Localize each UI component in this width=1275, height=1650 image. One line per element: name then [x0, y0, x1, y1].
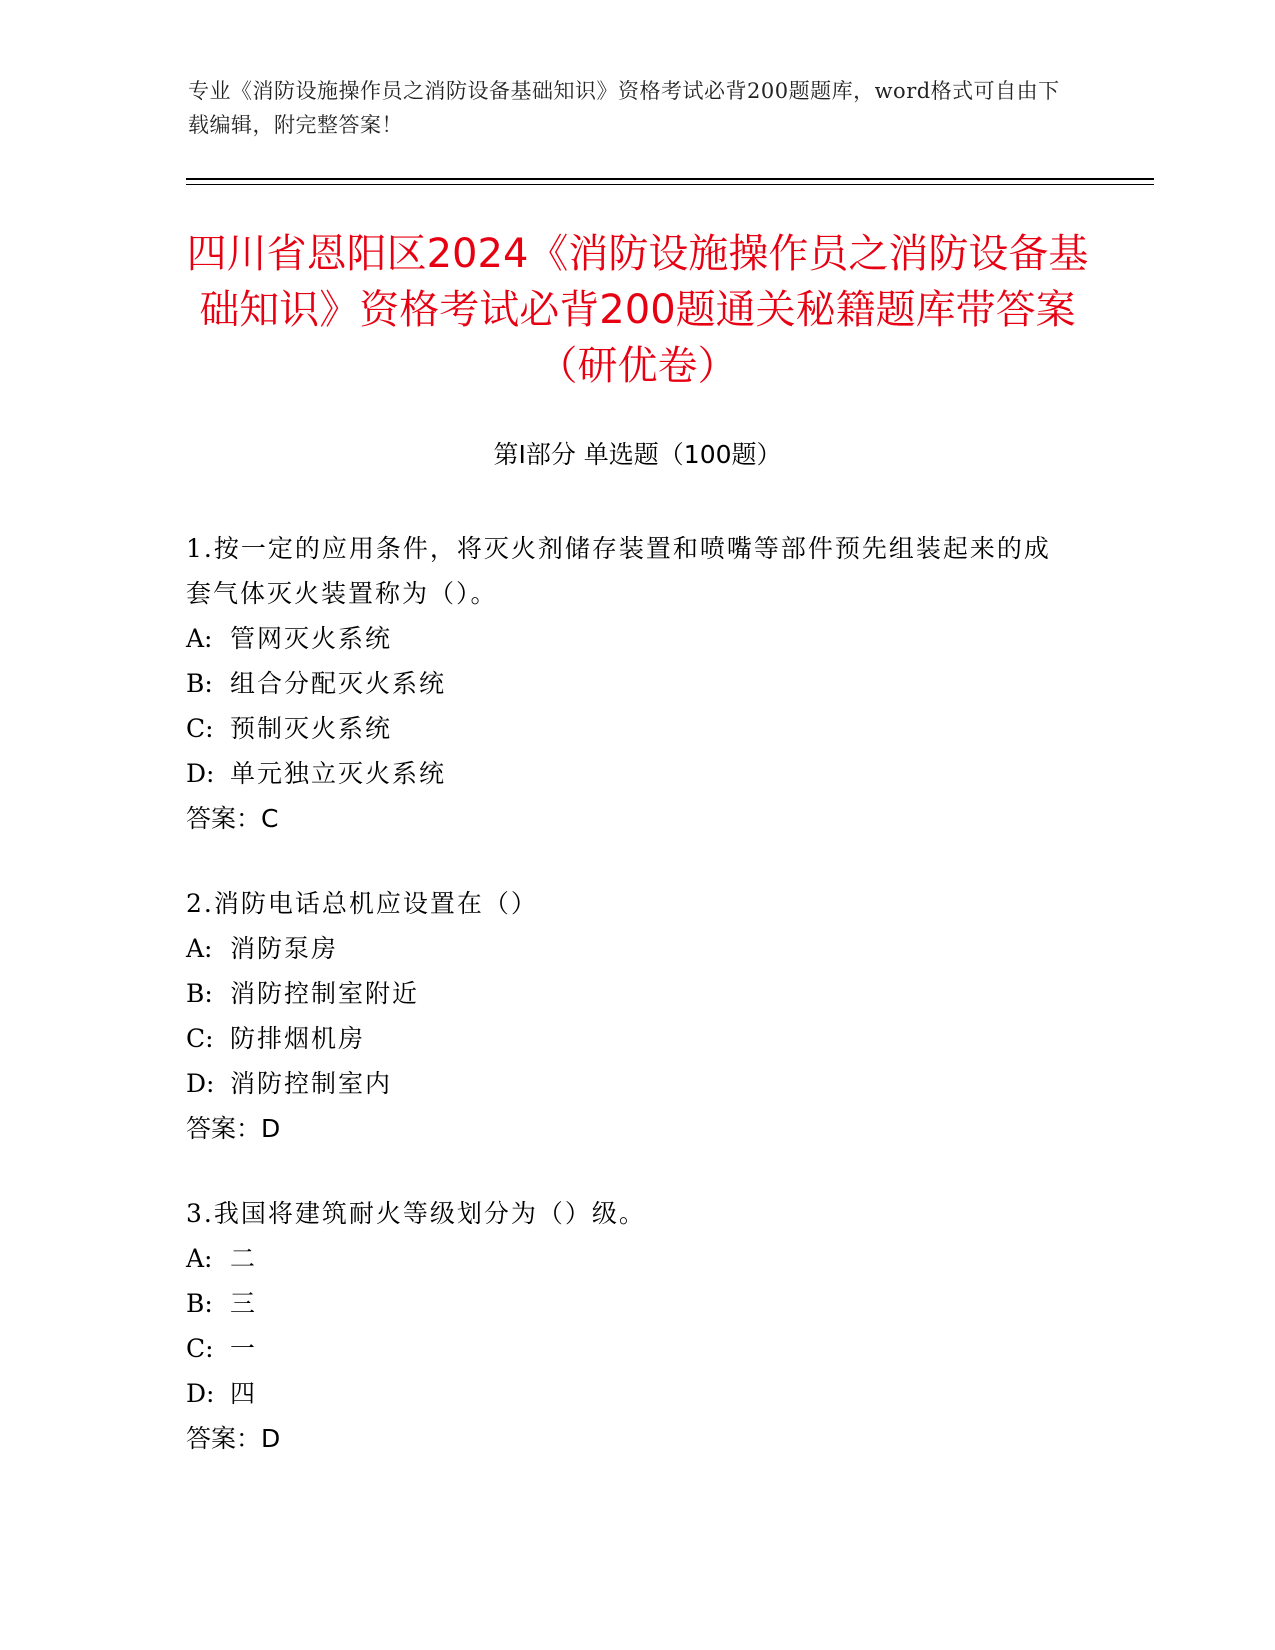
option-key: A: [186, 934, 213, 963]
option-key: A: [186, 1244, 213, 1273]
document-title: 四川省恩阳区2024《消防设施操作员之消防设备基础知识》资格考试必背200题通关秘籍题库带答案（研优卷） [186, 231, 1089, 389]
question-3 [186, 1191, 1066, 1461]
option-c [186, 706, 1066, 751]
question-stem: 2.消防电话总机应设置在（） [186, 889, 538, 918]
option-text: 防排烟机房 [230, 1024, 366, 1053]
option-text: 消防泵房 [230, 934, 339, 963]
option-b [186, 971, 1066, 1016]
answer: 答案：D [186, 1114, 281, 1143]
option-d [186, 1061, 1066, 1106]
option-text: 单元独立灭火系统 [230, 759, 447, 788]
option-key: B: [186, 1289, 213, 1318]
option-key: C: [186, 1334, 214, 1363]
option-a [186, 926, 1066, 971]
option-key: B: [186, 669, 213, 698]
option-key: D: [186, 1379, 215, 1408]
question-1 [186, 526, 1066, 841]
option-key: D: [186, 759, 215, 788]
option-d [186, 1371, 1066, 1416]
option-c [186, 1016, 1066, 1061]
option-key: D: [186, 1069, 215, 1098]
option-key: B: [186, 979, 213, 1008]
option-c [186, 1326, 1066, 1371]
answer: 答案：D [186, 1424, 281, 1453]
header-divider-top [186, 178, 1154, 180]
question-stem: 3.我国将建筑耐火等级划分为（）级。 [186, 1199, 646, 1228]
option-b [186, 661, 1066, 706]
option-text: 组合分配灭火系统 [230, 669, 447, 698]
option-d [186, 751, 1066, 796]
option-b [186, 1281, 1066, 1326]
option-key: C: [186, 714, 214, 743]
section-title: 第Ⅰ部分 单选题（100题） [493, 440, 782, 469]
option-text: 消防控制室内 [230, 1069, 393, 1098]
option-text: 消防控制室附近 [230, 979, 420, 1008]
question-list [186, 526, 1066, 1501]
option-text: 一 [230, 1334, 258, 1363]
option-text: 四 [230, 1379, 258, 1408]
question-stem: 1.按一定的应用条件，将灭火剂储存装置和喷嘴等部件预先组装起来的成套气体灭火装置称为（）。 [186, 534, 1051, 608]
option-text: 管网灭火系统 [230, 624, 393, 653]
option-text: 二 [230, 1244, 258, 1273]
option-a [186, 1236, 1066, 1281]
answer: 答案：C [186, 804, 279, 833]
option-key: A: [186, 624, 213, 653]
option-a [186, 616, 1066, 661]
header-note: 专业《消防设施操作员之消防设备基础知识》资格考试必背200题题库，word格式可自由下载编辑，附完整答案！ [188, 79, 1060, 137]
question-2 [186, 881, 1066, 1151]
option-text: 预制灭火系统 [230, 714, 393, 743]
header-divider-bottom [186, 184, 1154, 185]
option-text: 三 [230, 1289, 258, 1318]
option-key: C: [186, 1024, 214, 1053]
